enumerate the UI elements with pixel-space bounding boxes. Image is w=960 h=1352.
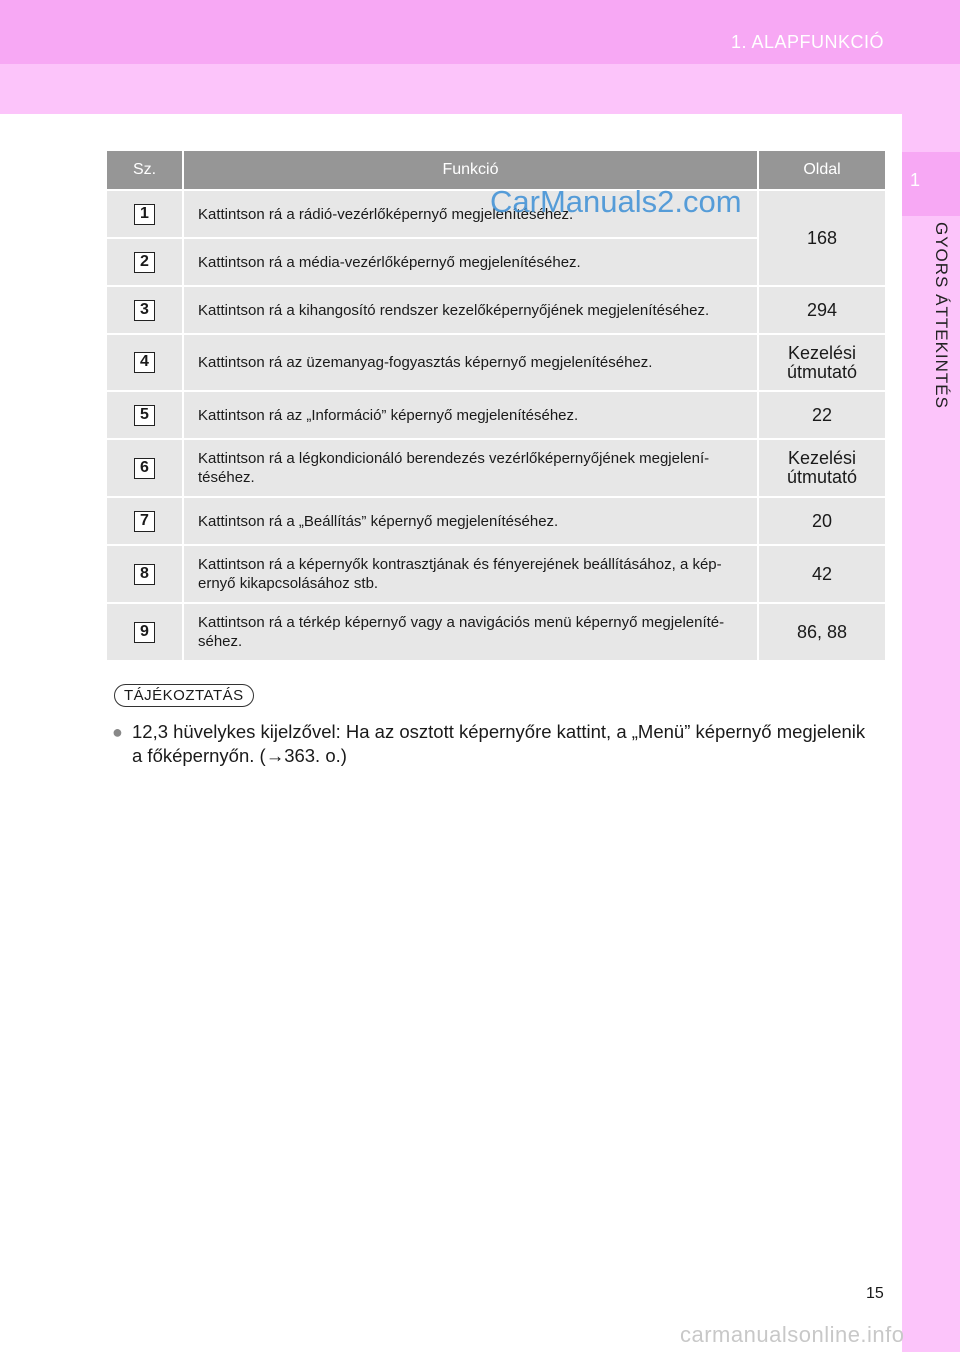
row-number-cell (107, 497, 183, 545)
table-row (107, 334, 885, 391)
number-box: 8 (134, 564, 155, 585)
function-line: Kattintson rá a képernyők kontrasztjának és fényerejének beállításához, a kép- (198, 556, 722, 573)
function-line: ernyő kikapcsolásához stb. (198, 575, 379, 592)
page-cell: 86, 88 (758, 603, 885, 661)
number-box: 1 (134, 204, 155, 225)
watermark-text: CarManuals2.com (490, 184, 742, 219)
number-box: 4 (134, 352, 155, 373)
page-cell: 42 (758, 545, 885, 603)
page-number: 15 (866, 1285, 884, 1302)
function-line: séhez. (198, 633, 243, 650)
note-line-2: a főképernyőn. (→363. o.) (132, 745, 347, 766)
number-box: 3 (134, 300, 155, 321)
function-cell (183, 603, 758, 661)
page-line: Kezelési (787, 448, 857, 468)
header-page: Oldal (758, 151, 885, 190)
function-cell: Kattintson rá a kihangosító rendszer kezelőképernyőjének megjelenítéséhez. (183, 286, 758, 334)
page-line: útmutató (786, 467, 858, 487)
footer-watermark: carmanualsonline.info (680, 1322, 905, 1347)
top-band (0, 64, 960, 114)
note-line (112, 720, 892, 744)
table-row (107, 603, 885, 661)
function-cell: Kattintson rá az üzemanyag-fogyasztás képernyő megjelenítéséhez. (183, 334, 758, 391)
table-row (107, 439, 885, 497)
table-row (107, 286, 885, 334)
row-number-cell (107, 545, 183, 603)
function-table (107, 151, 885, 662)
function-line: Kattintson rá a légkondicionáló berendezés vezérlőképernyőjének megjelení- (198, 450, 710, 467)
number-box: 6 (134, 458, 155, 479)
row-number-cell (107, 603, 183, 661)
function-cell: Kattintson rá az „Információ” képernyő megjelenítéséhez. (183, 391, 758, 439)
note-text: 12,3 hüvelykes kijelzővel: Ha az osztott képernyőre kattint, a „Menü” képernyő megjelenik (132, 721, 866, 742)
header-num: Sz. (107, 151, 183, 190)
info-header (114, 684, 254, 707)
row-number-cell (107, 286, 183, 334)
number-box: 5 (134, 405, 155, 426)
function-cell: Kattintson rá a média-vezérlőképernyő megjelenítéséhez. (183, 238, 758, 286)
table-row (107, 545, 885, 603)
page-cell (758, 439, 885, 497)
section-title: 1. ALAPFUNKCIÓ (730, 32, 884, 52)
number-box: 7 (134, 511, 155, 532)
info-badge: TÁJÉKOZTATÁS (114, 684, 254, 707)
number-box: 2 (134, 252, 155, 273)
bullet-icon: ● (112, 722, 123, 742)
info-note (112, 720, 892, 767)
page-cell: 20 (758, 497, 885, 545)
table-row (107, 497, 885, 545)
table-row (107, 391, 885, 439)
page-cell: 22 (758, 391, 885, 439)
number-box: 9 (134, 622, 155, 643)
row-number-cell (107, 190, 183, 238)
chapter-tab-number: 1 (910, 170, 921, 190)
function-line: Kattintson rá a térkép képernyő vagy a navigációs menü képernyő megjeleníté- (198, 614, 725, 631)
page-cell: 294 (758, 286, 885, 334)
row-number-cell (107, 439, 183, 497)
function-line: téséhez. (198, 469, 255, 486)
chapter-label: GYORS ÁTTEKINTÉS (932, 222, 951, 409)
page-line: Kezelési (787, 343, 857, 363)
row-number-cell (107, 238, 183, 286)
function-cell: Kattintson rá a „Beállítás” képernyő megjelenítéséhez. (183, 497, 758, 545)
function-cell (183, 439, 758, 497)
row-number-cell (107, 334, 183, 391)
page-cell: 168 (758, 190, 885, 286)
function-cell: Kattintson rá a rádió-vezérlőképernyő megjelenítéséhez. (183, 190, 758, 238)
page-line: útmutató (786, 362, 858, 382)
header-function: Funkció (183, 151, 758, 190)
function-cell (183, 545, 758, 603)
page-cell (758, 334, 885, 391)
row-number-cell (107, 391, 183, 439)
